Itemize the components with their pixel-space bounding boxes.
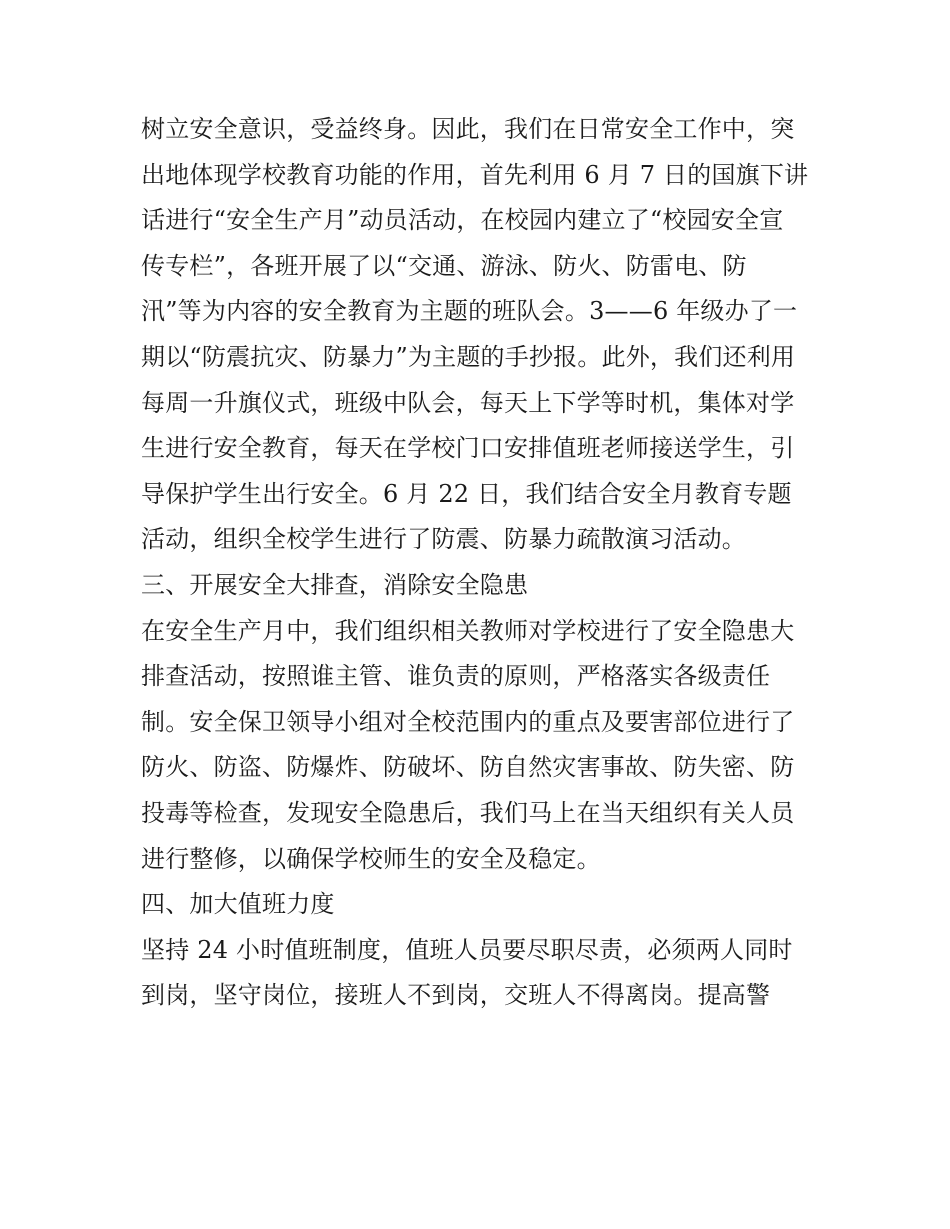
text-line: 制。安全保卫领导小组对全校范围内的重点及要害部位进行了	[141, 707, 795, 736]
text-line: 生进行安全教育，每天在学校门口安排值班老师接送学生，引	[141, 434, 795, 463]
text-line: 汛”等为内容的安全教育为主题的班队会。3——6 年级办了一	[141, 297, 798, 326]
text-line: 树立安全意识，受益终身。因此，我们在日常安全工作中，突	[141, 115, 795, 143]
section-heading: 三、开展安全大排查，消除安全隐患	[141, 570, 529, 599]
text-line: 投毒等检查，发现安全隐患后，我们马上在当天组织有关人员	[141, 798, 795, 827]
section-heading: 四、加大值班力度	[141, 890, 335, 919]
text-line: 在安全生产月中，我们组织相关教师对学校进行了安全隐患大	[141, 616, 795, 645]
text-line: 期以“防震抗灾、防暴力”为主题的手抄报。此外，我们还利用	[141, 342, 796, 371]
text-line: 话进行“安全生产月”动员活动，在校园内建立了“校园安全宣	[141, 206, 784, 235]
text-line: 传专栏”，各班开展了以“交通、游泳、防火、防雷电、防	[141, 251, 747, 280]
text-line: 坚持 24 小时值班制度，值班人员要尽职尽责，必须两人同时	[141, 935, 793, 964]
text-line: 进行整修，以确保学校师生的安全及稳定。	[141, 844, 601, 873]
text-line: 到岗，坚守岗位，接班人不到岗，交班人不得离岗。提高警	[141, 981, 771, 1010]
text-line: 防火、防盗、防爆炸、防破坏、防自然灾害事故、防失密、防	[141, 753, 795, 782]
text-line: 活动，组织全校学生进行了防震、防暴力疏散演习活动。	[141, 525, 746, 554]
text-line: 导保护学生出行安全。6 月 22 日，我们结合安全月教育专题	[141, 479, 792, 508]
body-text	[141, 107, 821, 1019]
text-line: 出地体现学校教育功能的作用，首先利用 6 月 7 日的国旗下讲	[141, 160, 809, 189]
text-line: 每周一升旗仪式，班级中队会，每天上下学等时机，集体对学	[141, 388, 795, 417]
text-line: 排查活动，按照谁主管、谁负责的原则，严格落实各级责任	[141, 662, 771, 691]
